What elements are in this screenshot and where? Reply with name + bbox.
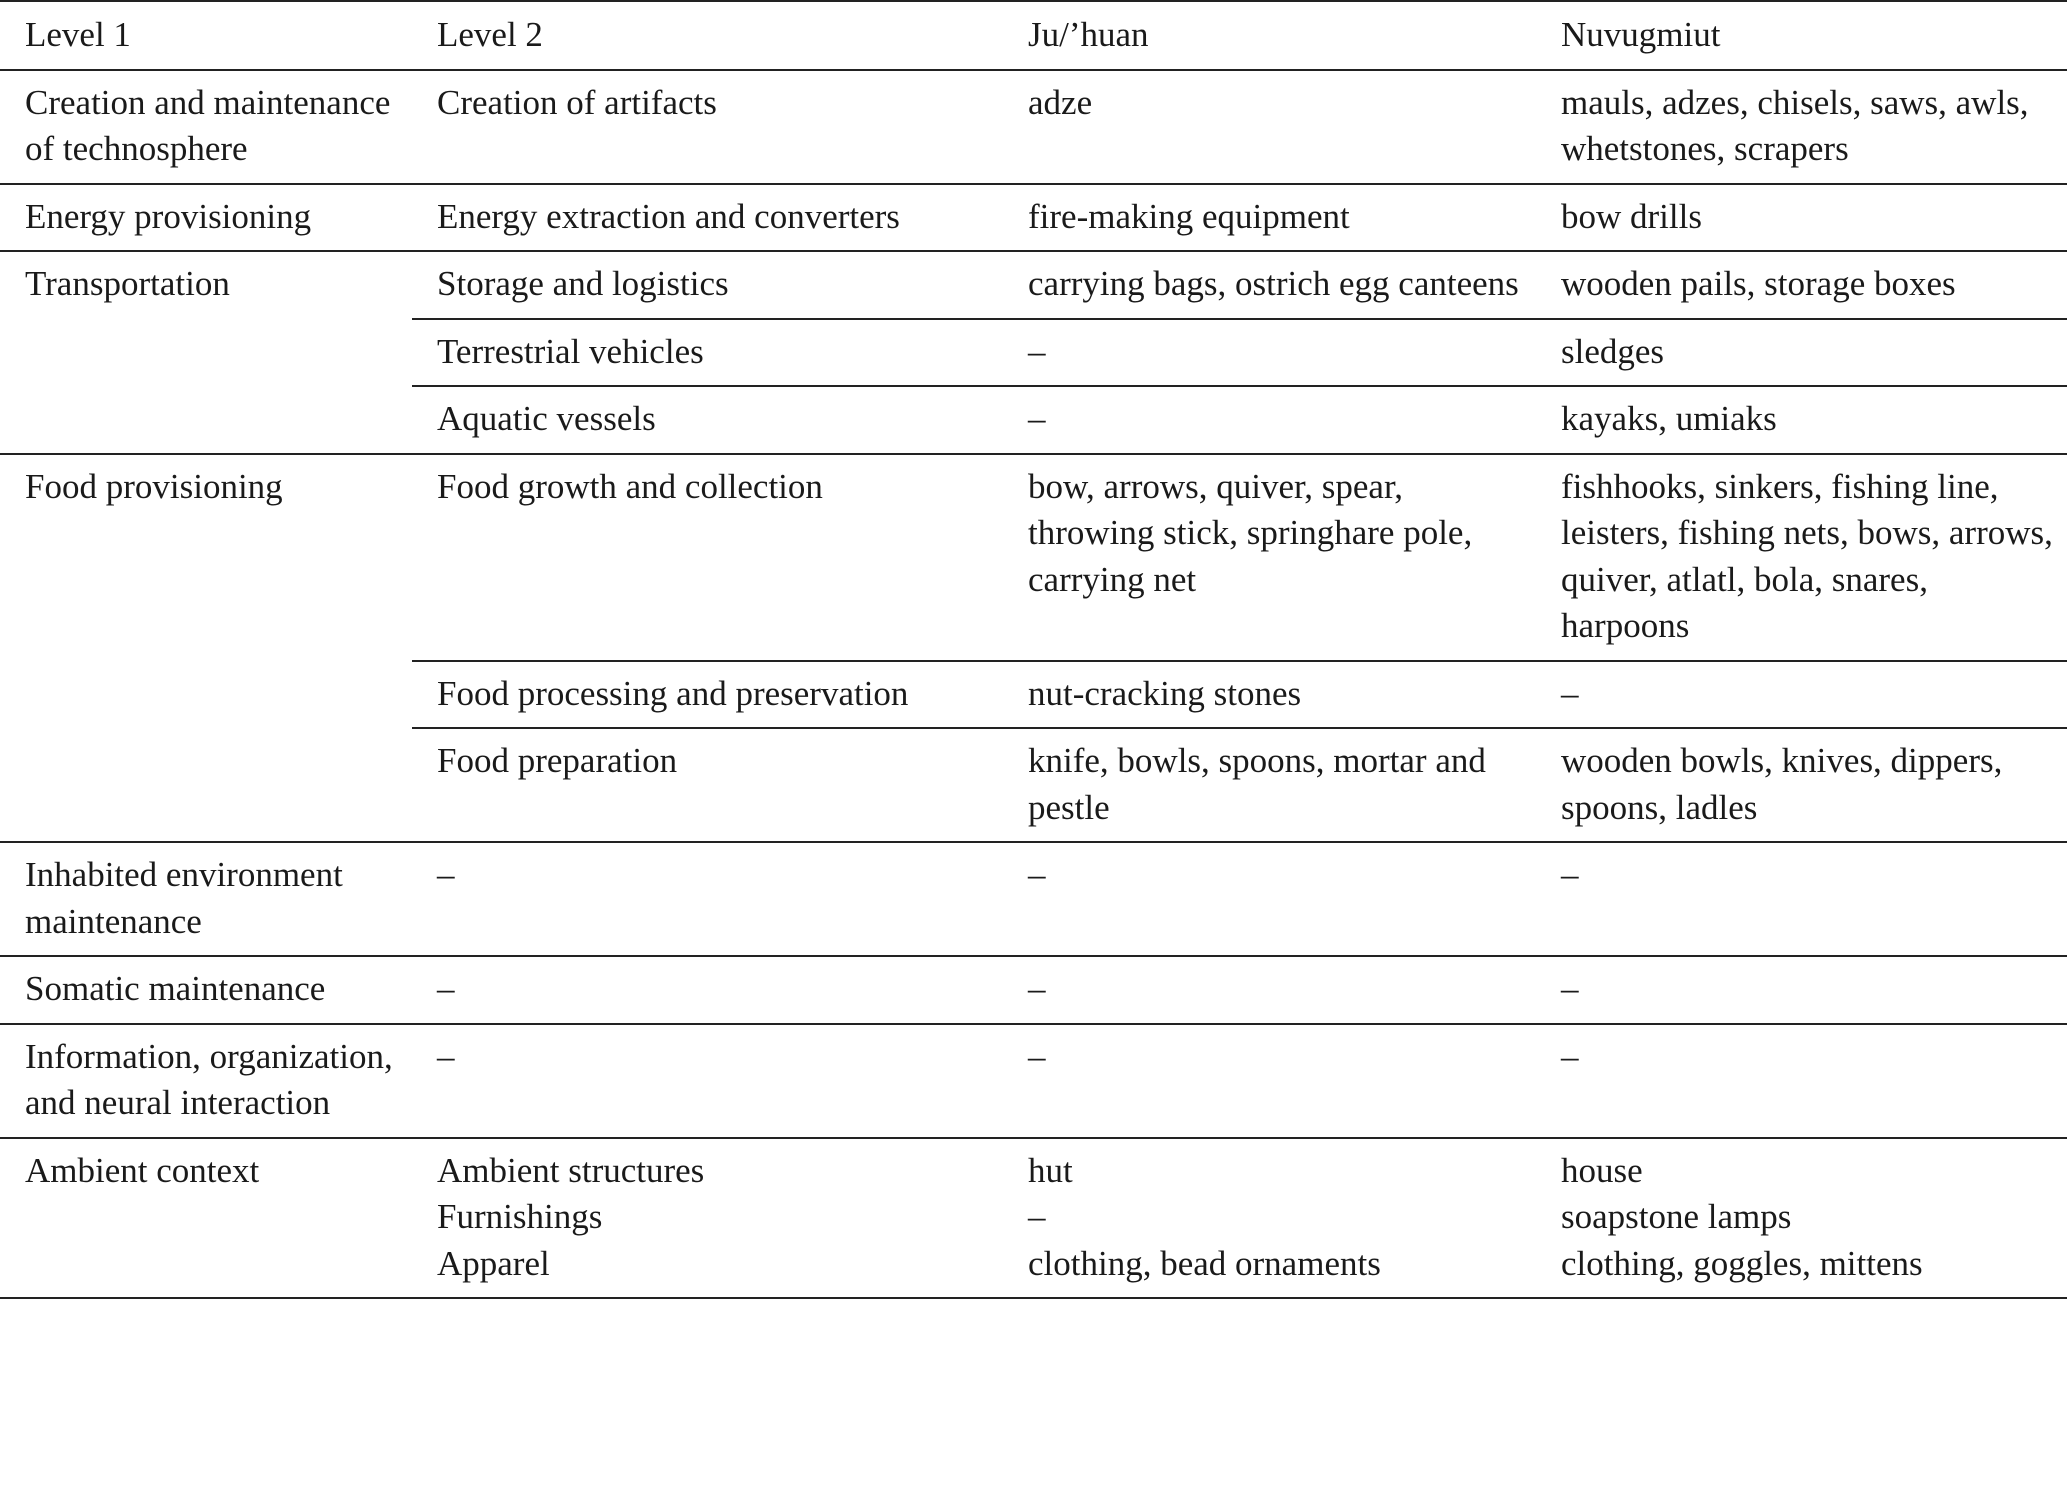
level-1-cell: Inhabited environment maintenance: [0, 842, 412, 956]
nuvugmiut-cell: wooden bowls, knives, dippers, spoons, ladles: [1536, 728, 2067, 842]
juhuan-cell: [1004, 1138, 1536, 1299]
juhuan-line: hut: [1028, 1150, 1073, 1190]
juhuan-cell: fire-making equipment: [1004, 184, 1536, 252]
table-header: [0, 1, 2067, 70]
level-2-cell: –: [412, 842, 1004, 956]
level-2-line: Ambient structures: [437, 1150, 705, 1190]
juhuan-line: clothing, bead ornaments: [1028, 1243, 1381, 1283]
level-2-cell: –: [412, 1024, 1004, 1138]
level-2-cell: –: [412, 956, 1004, 1024]
header-level-1: Level 1: [25, 15, 131, 54]
juhuan-cell: –: [1004, 319, 1536, 387]
level-1-cell: Information, organization, and neural interaction: [0, 1024, 412, 1138]
table-row: [0, 1024, 2067, 1138]
level-2-cell: Creation of artifacts: [412, 70, 1004, 184]
table-row: [0, 251, 2067, 319]
juhuan-cell: –: [1004, 956, 1536, 1024]
table-body: [0, 70, 2067, 1299]
level-1-cell: Transportation: [0, 251, 412, 454]
nuvugmiut-cell: –: [1536, 1024, 2067, 1138]
juhuan-cell: nut-cracking stones: [1004, 661, 1536, 729]
juhuan-cell: –: [1004, 842, 1536, 956]
level-1-cell: Energy provisioning: [0, 184, 412, 252]
header-row: [0, 1, 2067, 70]
juhuan-cell: adze: [1004, 70, 1536, 184]
juhuan-cell: knife, bowls, spoons, mortar and pestle: [1004, 728, 1536, 842]
table-row: [0, 842, 2067, 956]
level-2-cell: Storage and logistics: [412, 251, 1004, 319]
nuvugmiut-line: house: [1561, 1150, 1643, 1190]
header-level-2: Level 2: [437, 15, 543, 54]
nuvugmiut-line: soapstone lamps: [1561, 1197, 1792, 1236]
nuvugmiut-cell: wooden pails, storage boxes: [1536, 251, 2067, 319]
nuvugmiut-cell: sledges: [1536, 319, 2067, 387]
level-2-cell: Aquatic vessels: [412, 386, 1004, 454]
level-2-cell: Food preparation: [412, 728, 1004, 842]
level-2-cell: Terrestrial vehicles: [412, 319, 1004, 387]
level-2-line: Apparel: [437, 1243, 550, 1283]
nuvugmiut-cell: kayaks, umiaks: [1536, 386, 2067, 454]
nuvugmiut-cell: mauls, adzes, chisels, saws, awls, whetstones, scrapers: [1536, 70, 2067, 184]
level-2-cell: Energy extraction and converters: [412, 184, 1004, 252]
nuvugmiut-cell: [1536, 1138, 2067, 1299]
juhuan-cell: bow, arrows, quiver, spear, throwing stick, springhare pole, carrying net: [1004, 454, 1536, 661]
nuvugmiut-cell: –: [1536, 956, 2067, 1024]
table-row: [0, 454, 2067, 661]
table-row: [0, 70, 2067, 184]
level-2-cell: Food processing and preservation: [412, 661, 1004, 729]
header-nuvugmiut: Nuvugmiut: [1561, 15, 1721, 54]
table-row: [0, 956, 2067, 1024]
level-2-cell: [412, 1138, 1004, 1299]
table-row: [0, 1138, 2067, 1299]
nuvugmiut-line: clothing, goggles, mittens: [1561, 1243, 1923, 1283]
level-1-cell: Food provisioning: [0, 454, 412, 843]
nuvugmiut-cell: –: [1536, 661, 2067, 729]
level-2-line: Furnishings: [437, 1197, 603, 1236]
juhuan-cell: –: [1004, 1024, 1536, 1138]
nuvugmiut-cell: bow drills: [1536, 184, 2067, 252]
level-1-cell: Somatic maintenance: [0, 956, 412, 1024]
juhuan-line: –: [1028, 1197, 1046, 1236]
level-2-cell: Food growth and collection: [412, 454, 1004, 661]
level-1-cell: Ambient context: [0, 1138, 412, 1299]
level-1-cell: Creation and maintenance of technosphere: [0, 70, 412, 184]
nuvugmiut-cell: –: [1536, 842, 2067, 956]
header-juhuan: Ju/’huan: [1028, 15, 1149, 54]
juhuan-cell: –: [1004, 386, 1536, 454]
nuvugmiut-cell: fishhooks, sinkers, fishing line, leisters, fishing nets, bows, arrows, quiver, atlatl, bola, snares, harpoons: [1536, 454, 2067, 661]
table-row: [0, 184, 2067, 252]
juhuan-cell: carrying bags, ostrich egg canteens: [1004, 251, 1536, 319]
